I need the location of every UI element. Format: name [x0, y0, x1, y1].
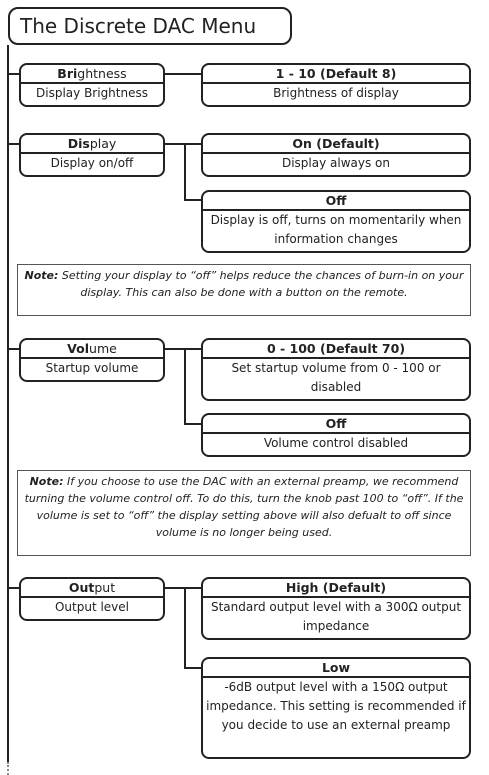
option-volume-off[interactable] [201, 413, 471, 457]
menu-output-label: Output [21, 579, 163, 598]
option-label: Off [203, 415, 469, 434]
option-display-off[interactable] [201, 190, 471, 253]
continuation-dots [7, 762, 10, 775]
option-desc: -6dB output level with a 150Ω output impedance. This setting is recommended if you decide to use an external preamp [206, 680, 466, 732]
connector [184, 667, 202, 669]
menu-volume-desc: Startup volume [45, 361, 139, 375]
note-text: If you choose to use the DAC with an external preamp, we recommend turning the volume control off. To do this, turn the knob past 100 to “off”. If the volume is set to “off” the display setting above will also defualt to off since volume is no longer being used. [24, 475, 464, 539]
option-label: Off [203, 192, 469, 211]
connector [184, 423, 202, 425]
branch-line [184, 348, 186, 425]
option-desc: Display is off, turns on momentarily when information changes [210, 213, 462, 246]
option-label: Low [203, 659, 469, 678]
option-desc: Standard output level with a 300Ω output impedance [210, 600, 462, 633]
menu-display-label: Display [21, 135, 163, 154]
menu-brightness-desc: Display Brightness [36, 86, 148, 100]
menu-display[interactable] [19, 133, 165, 177]
menu-display-desc: Display on/off [50, 156, 134, 170]
note-volume [17, 470, 471, 556]
connector [184, 199, 202, 201]
option-label: High (Default) [203, 579, 469, 598]
option-label: 1 - 10 (Default 8) [203, 65, 469, 84]
note-label: Note: [29, 475, 64, 488]
menu-brightness-label: Brightness [21, 65, 163, 84]
menu-volume-label: Volume [21, 340, 163, 359]
option-desc: Brightness of display [273, 86, 399, 100]
menu-output[interactable] [19, 577, 165, 621]
option-output-high[interactable] [201, 577, 471, 640]
menu-output-desc: Output level [54, 600, 130, 614]
option-label: On (Default) [203, 135, 469, 154]
option-desc: Display always on [281, 156, 391, 170]
note-label: Note: [24, 269, 59, 282]
branch-line [184, 587, 186, 669]
option-output-low[interactable] [201, 657, 471, 759]
branch-line [184, 143, 186, 201]
option-volume-range[interactable] [201, 338, 471, 401]
trunk-line [7, 45, 9, 763]
menu-brightness[interactable] [19, 63, 165, 107]
menu-volume[interactable] [19, 338, 165, 382]
option-desc: Volume control disabled [263, 436, 409, 450]
option-label: 0 - 100 (Default 70) [203, 340, 469, 359]
page-title: The Discrete DAC Menu [8, 7, 292, 45]
connector [165, 73, 202, 75]
option-display-on[interactable] [201, 133, 471, 177]
option-brightness-range[interactable] [201, 63, 471, 107]
option-desc: Set startup volume from 0 - 100 or disabled [231, 361, 441, 394]
note-display [17, 264, 471, 316]
note-text: Setting your display to “off” helps reduce the chances of burn-in on your display. This can also be done with a button on the remote. [58, 269, 464, 299]
